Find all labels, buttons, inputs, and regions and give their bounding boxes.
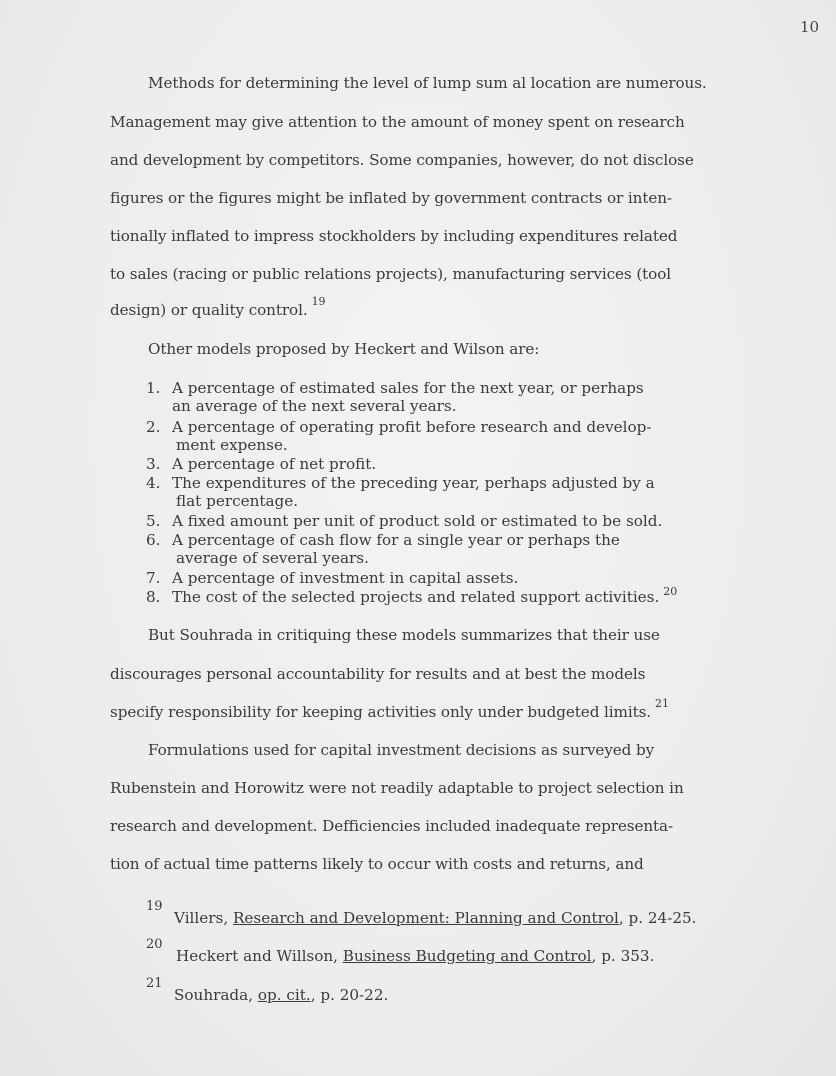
footnote-mark: 21 [146, 976, 163, 991]
paragraph-1-line: Methods for determining the level of lump sum al location are numerous. [148, 74, 707, 92]
list-item [146, 569, 518, 588]
paragraph-4-line: research and development. Defficiencies included inadequate representa- [110, 817, 674, 835]
list-item-cont: ment expense. [176, 436, 288, 454]
footnote-title: Research and Development: Planning and Control [232, 909, 619, 927]
list-number: 7. [146, 569, 161, 587]
footnote-ref-21: 21 [655, 697, 669, 710]
paragraph-2: Other models proposed by Heckert and Wilson are: [148, 340, 540, 358]
paragraph-3-last-text: specify responsibility for keeping activities only under budgeted limits. [110, 703, 652, 721]
footnote-ref-20: 20 [663, 585, 678, 598]
paragraph-3-line: But Souhrada in critiquing these models summarizes that their use [148, 626, 660, 644]
list-item [146, 455, 376, 474]
list-text: A percentage of net profit. [172, 455, 377, 473]
page-number: 10 [800, 18, 820, 36]
list-item [146, 531, 620, 550]
list-text: A percentage of investment in capital assets. [172, 569, 519, 587]
list-item-cont: average of several years. [176, 549, 369, 567]
paragraph-1-line [110, 295, 326, 319]
list-text: A percentage of estimated sales for the next year, or perhaps [172, 379, 644, 397]
list-item-cont: an average of the next several years. [172, 397, 457, 415]
paragraph-3-line: discourages personal accountability for results and at best the models [110, 665, 646, 683]
list-number: 2. [146, 418, 161, 436]
footnote-author: Villers, [174, 909, 233, 927]
paragraph-1-line: figures or the figures might be inflated by government contracts or inten- [110, 189, 672, 207]
list-text: A percentage of cash flow for a single year or perhaps the [172, 531, 620, 549]
footnote [146, 976, 389, 1004]
list-number: 1. [146, 379, 161, 397]
paragraph-4-line: Rubenstein and Horowitz were not readily adaptable to project selection in [110, 779, 684, 797]
list-number: 5. [146, 512, 161, 530]
footnote-pages: , p. 353. [591, 947, 655, 965]
list-number: 3. [146, 455, 161, 473]
list-text: A percentage of operating profit before research and develop- [172, 418, 652, 436]
paragraph-1-line: to sales (racing or public relations projects), manufacturing services (tool [110, 265, 672, 283]
footnote-ref-19: 19 [311, 295, 326, 308]
footnote-author: Heckert and Willson, [176, 947, 343, 965]
paragraph-1-line: and development by competitors. Some companies, however, do not disclose [110, 151, 694, 169]
footnote-pages: , p. 24-25. [618, 909, 697, 927]
list-item [146, 418, 652, 437]
footnote [146, 899, 697, 927]
list-item [146, 512, 662, 531]
paragraph-1-line: tionally inflated to impress stockholders by including expenditures related [110, 227, 678, 245]
paragraph-3-line [110, 697, 669, 721]
footnote [146, 937, 655, 965]
footnote-pages: , p. 20-22. [310, 986, 389, 1004]
footnote-title: op. cit. [257, 986, 311, 1004]
list-number: 4. [146, 474, 161, 492]
paragraph-4-line: Formulations used for capital investment decisions as surveyed by [148, 741, 655, 759]
footnote-mark: 20 [146, 937, 163, 952]
paragraph-1-line: Management may give attention to the amount of money spent on research [110, 113, 685, 131]
footnote-title: Business Budgeting and Control [342, 947, 592, 965]
list-item [146, 585, 678, 607]
paragraph-1-last-text: design) or quality control. [110, 301, 308, 319]
list-number: 6. [146, 531, 161, 549]
footnote-author: Souhrada, [174, 986, 258, 1004]
list-text: A fixed amount per unit of product sold or estimated to be sold. [172, 512, 663, 530]
list-text: The expenditures of the preceding year, perhaps adjusted by a [172, 474, 655, 492]
list-item [146, 474, 655, 493]
list-text: The cost of the selected projects and related support activities. [172, 588, 660, 606]
list-item-cont: flat percentage. [176, 492, 299, 510]
list-item [146, 379, 644, 398]
paragraph-4-line: tion of actual time patterns likely to occur with costs and returns, and [110, 855, 644, 873]
list-number: 8. [146, 588, 161, 606]
footnote-mark: 19 [146, 899, 163, 914]
